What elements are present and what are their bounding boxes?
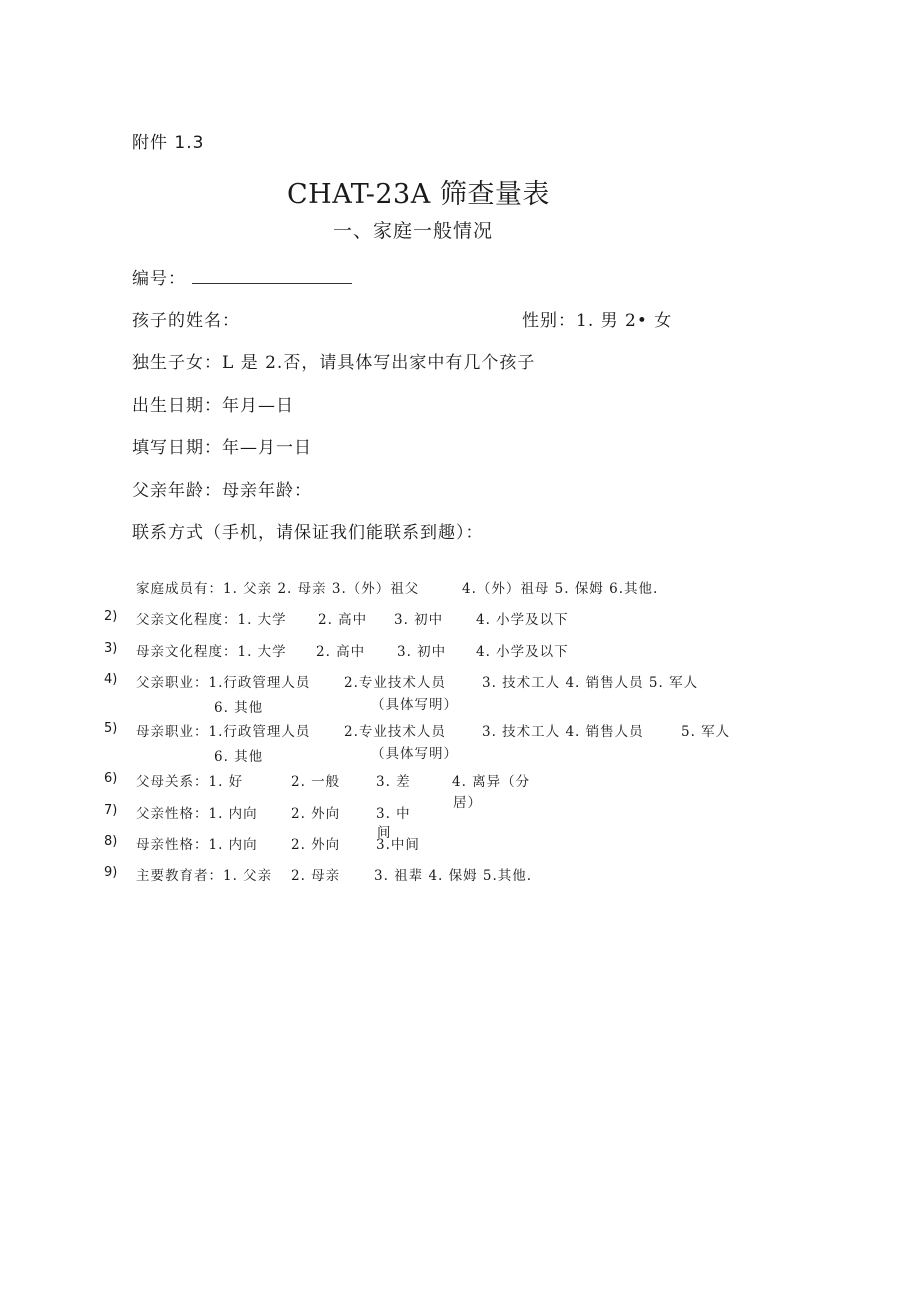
page-title: CHAT-23A 筛查量表 xyxy=(287,179,550,210)
item-3-number: 3) xyxy=(104,641,118,656)
id-underline xyxy=(192,283,352,284)
item-7-option-3: 3. 中 xyxy=(376,806,411,822)
item-6-label: 父母关系：1. 好 xyxy=(136,774,244,790)
parents-age-field: 父亲年龄：母亲年龄： xyxy=(132,481,312,501)
item-8-option-3: 3.中间 xyxy=(376,837,420,853)
id-label: 编号： xyxy=(132,269,186,289)
item-7-option-2: 2. 外向 xyxy=(291,806,341,822)
item-4-option-3: 3. 技术工人 4. 销售人员 5. 军人 xyxy=(482,675,699,691)
item-3-option-3: 3. 初中 xyxy=(397,644,447,660)
item-6-option-3: 3. 差 xyxy=(376,774,411,790)
item-5-label: 母亲职业：1.行政管理人员 xyxy=(136,724,311,740)
child-name-label: 孩子的姓名： xyxy=(132,311,240,331)
item-5-number: 5) xyxy=(104,721,118,736)
item-6-option-2: 2. 一般 xyxy=(291,774,341,790)
item-7-option-3-wrap: 间 xyxy=(377,825,392,841)
item-5-option-5: 5. 军人 xyxy=(681,724,731,740)
item-8-label: 母亲性格：1. 内向 xyxy=(136,837,258,853)
fill-date-field: 填写日期：年—月一日 xyxy=(132,438,312,458)
item-7-number: 7) xyxy=(104,803,118,818)
item-8-number: 8) xyxy=(104,834,118,849)
item-3-option-4: 4. 小学及以下 xyxy=(476,644,569,660)
item-5-option-2: 2.专业技术人员 xyxy=(344,724,446,740)
item-2-option-3: 3. 初中 xyxy=(394,612,444,628)
item-8-option-2: 2. 外向 xyxy=(291,837,341,853)
item-1-label: 家庭成员有：1. 父亲 2. 母亲 3.（外）祖父 xyxy=(136,581,420,597)
id-field[interactable] xyxy=(132,264,352,289)
item-4-label: 父亲职业：1.行政管理人员 xyxy=(136,675,311,691)
item-1-options: 4.（外）祖母 5. 保姆 6.其他. xyxy=(462,581,659,597)
item-2-option-2: 2. 高中 xyxy=(318,612,368,628)
item-2-option-4: 4. 小学及以下 xyxy=(476,612,569,628)
attachment-label: 附件 1.3 xyxy=(132,133,205,153)
item-6-option-4-wrap: 居） xyxy=(453,795,482,811)
item-5-option-6: 6. 其他 xyxy=(214,749,264,765)
item-2-label: 父亲文化程度：1. 大学 xyxy=(136,612,287,628)
item-7-label: 父亲性格：1. 内向 xyxy=(136,806,258,822)
item-4-option-6: 6. 其他 xyxy=(214,700,264,716)
section-heading: 一、家庭一般情况 xyxy=(333,220,494,242)
item-6-number: 6) xyxy=(104,771,118,786)
item-3-option-2: 2. 高中 xyxy=(316,644,366,660)
item-3-label: 母亲文化程度：1. 大学 xyxy=(136,644,287,660)
contact-field: 联系方式（手机，请保证我们能联系到趣）： xyxy=(132,523,484,543)
item-5-option-3: 3. 技术工人 4. 销售人员 xyxy=(482,724,644,740)
only-child-field: 独生子女：L 是 2.否，请具体写出家中有几个孩子 xyxy=(132,353,536,373)
item-6-option-4: 4. 离异（分 xyxy=(452,774,531,790)
item-9-option-2: 2. 母亲 xyxy=(291,868,341,884)
item-9-label: 主要教育者：1. 父亲 xyxy=(136,868,273,884)
item-2-number: 2) xyxy=(104,609,118,624)
birth-date-field: 出生日期：年月—日 xyxy=(132,396,294,416)
item-9-option-3: 3. 祖辈 4. 保姆 5.其他. xyxy=(374,868,533,884)
gender-field: 性别：1. 男 2• 女 xyxy=(522,311,673,331)
item-9-number: 9) xyxy=(104,865,118,880)
item-5-option-2-note: （具体写明） xyxy=(371,746,458,762)
item-4-option-2: 2.专业技术人员 xyxy=(344,675,446,691)
item-4-option-2-note: （具体写明） xyxy=(371,697,458,713)
item-4-number: 4) xyxy=(104,672,118,687)
